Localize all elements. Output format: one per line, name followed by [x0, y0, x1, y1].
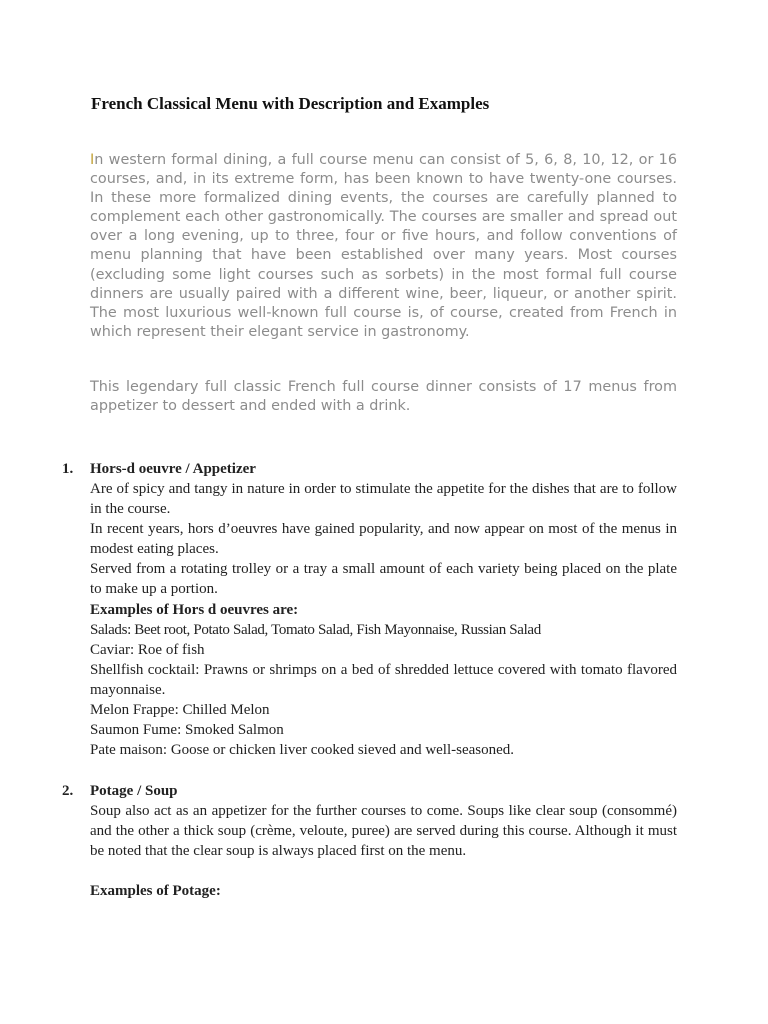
example-item: Shellfish cocktail: Prawns or shrimps on a bed of shredded lettuce covered with tomato flavored mayonnaise. — [90, 661, 677, 698]
section-heading: Hors-d oeuvre / Appetizer — [90, 461, 256, 477]
section-body — [90, 479, 677, 760]
section-body — [90, 801, 677, 901]
section-number: 2. — [62, 783, 74, 799]
body-line: In recent years, hors d’oeuvres have gained popularity, and now appear on most of the menus in modest eating places. — [90, 521, 677, 558]
example-item: Salads: Beet root, Potato Salad, Tomato Salad, Fish Mayonnaise, Russian Salad — [90, 621, 541, 638]
intro-paragraph-2: This legendary full classic French full course dinner consists of 17 menus from appetizer to dessert and ended with a drink. — [90, 379, 677, 415]
body-line: Are of spicy and tangy in nature in order to stimulate the appetite for the dishes that are to follow in the course. — [90, 481, 677, 518]
spacer — [90, 861, 677, 881]
examples-heading: Examples of Potage: — [90, 883, 221, 900]
intro-paragraph-1 — [90, 151, 677, 342]
body-line: Served from a rotating trolley or a tray a small amount of each variety being placed on the plate to make up a portion. — [90, 561, 677, 598]
body-line: Soup also act as an appetizer for the further courses to come. Soups like clear soup (consommé) and the other a thick soup (crème, veloute, puree) are served during this course. Although it must be noted that the clear soup is always placed first on the menu. — [90, 803, 677, 860]
examples-heading: Examples of Hors d oeuvres are: — [90, 601, 299, 618]
page-title: French Classical Menu with Description and Examples — [91, 94, 490, 113]
example-item: Pate maison: Goose or chicken liver cooked sieved and well-seasoned. — [90, 742, 515, 759]
intro-paragraph-1-text: n western formal dining, a full course menu can consist of 5, 6, 8, 10, 12, or 16 courses, and, in its extreme form, has been known to have twenty-one courses. In these more formalized dining events, the courses are carefully planned to complement each other gastronomically. The courses are smaller and spread out over a long evening, up to three, four or five hours, and follow conventions of menu planning that have been established over many years. Most courses (excluding some light courses such as sorbets) in the most formal full course dinners are usually paired with a different wine, beer, liqueur, or another spirit. The most luxurious well-known full course is, of course, created from French in which represent their elegant service in gastronomy. — [90, 152, 677, 340]
drop-letter: I — [90, 152, 95, 168]
example-item: Caviar: Roe of fish — [90, 641, 205, 658]
example-item: Melon Frappe: Chilled Melon — [90, 702, 270, 719]
section-number: 1. — [62, 461, 74, 477]
example-item: Saumon Fume: Smoked Salmon — [90, 722, 284, 739]
section-heading: Potage / Soup — [90, 783, 178, 799]
